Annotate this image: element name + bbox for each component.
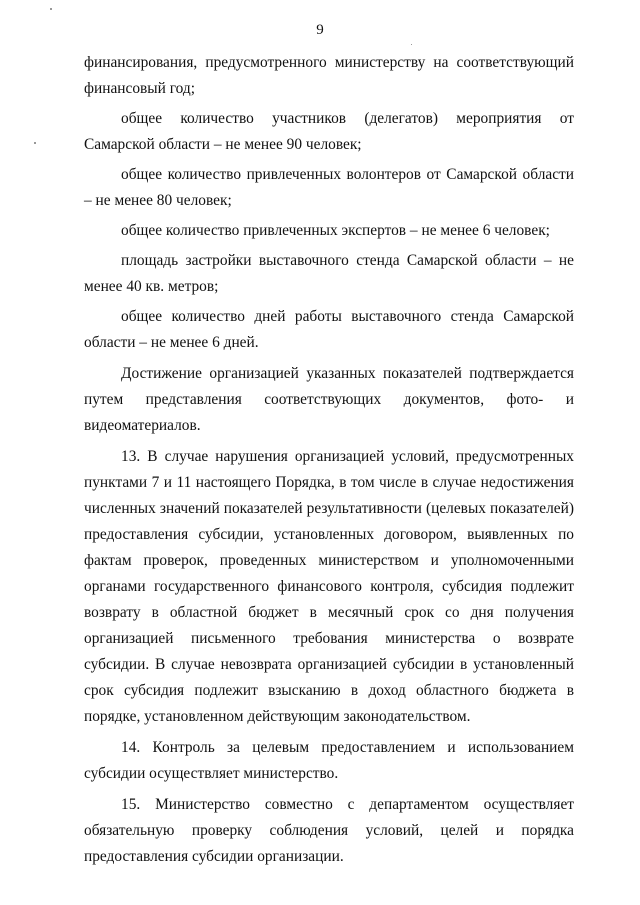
paragraph-confirmation: Достижение организацией указанных показателей подтверждается путем представления соответствующих документов, фото- и видеоматериалов. <box>84 365 574 434</box>
scan-speck <box>34 142 36 144</box>
paragraph-13: 13. В случае нарушения организацией условий, предусмотренных пунктами 7 и 11 настоящего Порядка, в том числе в случае недостижения численных значений показателей результативности (целевых показателей) предоставления субсидии, установленных договором, выявленных по фактам проверок, проведенных министерством и уполномоченными органами государственного финансового контроля, субсидия подлежит возврату в областной бюджет в месячный срок со дня получения организацией письменного требования министерства о возврате субсидии. В случае невозврата организацией субсидии в установленный срок субсидия подлежит взысканию в доход областного бюджета в порядке, установленном действующим законодательством. <box>84 448 574 725</box>
paragraph-experts: общее количество привлеченных экспертов – не менее 6 человек; <box>121 222 550 239</box>
paragraph-15: 15. Министерство совместно с департаментом осуществляет обязательную проверку соблюдения условий, целей и порядка предоставления субсидии организации. <box>84 796 574 865</box>
scan-speck <box>411 44 412 45</box>
paragraph-delegates: общее количество участников (делегатов) мероприятия от Самарской области – не менее 90 человек; <box>84 110 574 153</box>
paragraph-stand-days: общее количество дней работы выставочного стенда Самарской области – не менее 6 дней. <box>84 308 574 351</box>
paragraph-continuation: финансирования, предусмотренного министерству на соответствующий финансовый год; <box>84 54 574 97</box>
document-body <box>84 50 574 870</box>
paragraph-stand-area: площадь застройки выставочного стенда Самарской области – не менее 40 кв. метров; <box>84 252 574 295</box>
paragraph-14: 14. Контроль за целевым предоставлением и использованием субсидии осуществляет министерство. <box>84 739 574 782</box>
page-number: 9 <box>316 22 324 38</box>
scan-speck <box>50 8 52 10</box>
paragraph-volunteers: общее количество привлеченных волонтеров от Самарской области – не менее 80 человек; <box>84 166 574 209</box>
